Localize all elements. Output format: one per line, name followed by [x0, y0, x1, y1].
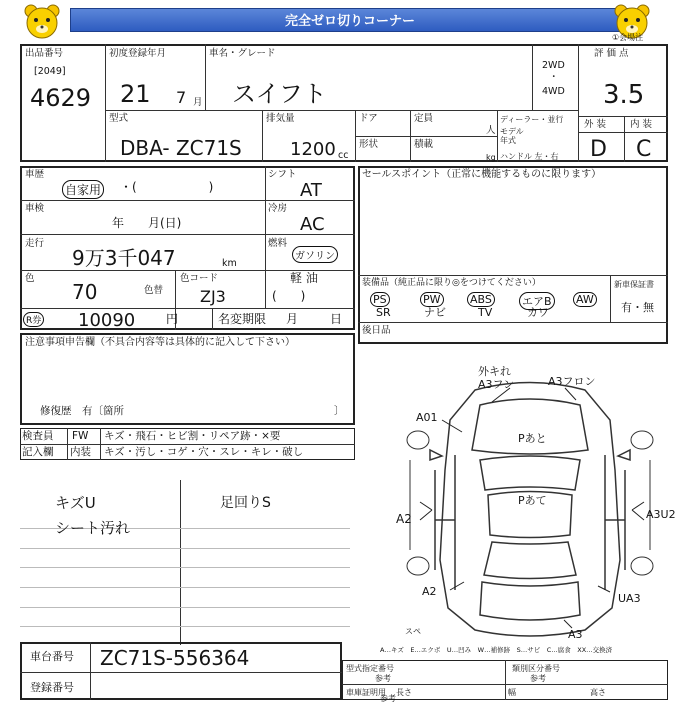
width-label: 幅: [508, 688, 516, 697]
chassis-label: 車台番号: [30, 650, 74, 663]
name-change-label: 名変期限: [218, 312, 267, 326]
grade-exterior-value: D: [590, 137, 607, 162]
interior-items: キズ・汚し・コゲ・穴・スレ・キレ・破し: [104, 446, 304, 458]
recycle-value: 10090: [78, 310, 136, 331]
capacity-unit: 人: [486, 125, 496, 136]
history-value: 自家用: [62, 180, 104, 199]
equipment-airbag: エアB: [519, 292, 555, 310]
venue-note: ①会場注: [612, 33, 644, 42]
shift-value: AT: [300, 180, 322, 201]
history-other: ・( ): [120, 180, 214, 194]
inspection-date: 年 月(日): [112, 216, 182, 230]
selling-points-block: [358, 166, 668, 344]
height-label: 高さ: [590, 688, 606, 697]
diagram-label-spare: スペ: [405, 627, 421, 636]
color-code-value: ZJ3: [200, 287, 226, 306]
color-value: 70: [72, 280, 98, 304]
entry-number-label: 出品番号: [25, 48, 64, 59]
equipment-tv: TV: [478, 306, 493, 319]
capacity-label: 定員: [414, 113, 434, 124]
history-label: 車歴: [25, 169, 45, 180]
entry-number-value: 4629: [30, 84, 92, 112]
equipment-sr: SR: [376, 306, 391, 319]
load-unit: kg: [486, 153, 496, 162]
length-label: 長さ: [396, 688, 412, 697]
repair-history-end: 〕: [334, 405, 345, 417]
model-label: 型式: [109, 113, 129, 124]
car-damage-diagram: [380, 360, 680, 660]
car-name-value: スイフト: [232, 80, 327, 108]
equipment-label: 装備品（純正品に限り◎をつけてください）: [362, 278, 541, 288]
note-scratch: キズU: [55, 494, 96, 512]
warranty-value: 有・無: [621, 301, 654, 314]
color-code-label: 色コード: [180, 273, 219, 284]
inspector-label: 検査員: [22, 430, 54, 442]
equipment-pw: PW: [420, 292, 444, 307]
diagram-label-a01: A01: [416, 411, 438, 424]
inspection-label: 車検: [25, 203, 45, 214]
color-change-label: 色替: [144, 285, 164, 296]
grade-interior-label: 内 装: [630, 119, 653, 130]
fuel-alt: 軽 油: [290, 271, 318, 285]
diagram-label-rear: A3: [568, 628, 583, 641]
diagram-legend: A…キズ E…エクボ U…凹み W…補修跡 S…サビ C…腐食 XX…交換済: [380, 646, 613, 654]
fuel-value: ガソリン: [292, 246, 338, 263]
diagram-label-left-side: A2: [396, 512, 412, 526]
grade-label: 評 価 点: [594, 48, 629, 59]
diagram-label-a3-front-right: A3フロン: [548, 375, 596, 388]
recycle-unit: 円: [166, 312, 179, 326]
equipment-abs: ABS: [467, 292, 495, 307]
car-name-label: 車名・グレード: [209, 48, 276, 59]
mileage-value: 9万3千047: [72, 246, 176, 270]
first-registration-month-unit: 月: [193, 97, 203, 108]
door-label: ドア: [359, 113, 378, 124]
rear-seat-label: 後日品: [362, 325, 391, 336]
color-label: 色: [25, 273, 35, 284]
shape-label: 形状: [359, 139, 379, 150]
grade-interior-value: C: [636, 137, 652, 162]
entry-number-sub: [2049]: [34, 66, 66, 77]
displacement-label: 排気量: [266, 113, 295, 124]
main-form-top: [20, 44, 668, 162]
equipment-aw: AW: [573, 292, 597, 307]
equipment-ps: PS: [370, 292, 390, 307]
selling-points-label: セールスポイント（正常に機能するものに限ります）: [362, 169, 602, 180]
displacement-value: 1200: [290, 139, 336, 160]
dealer-label: ディーラー・並行: [500, 115, 564, 124]
recycle-label: R券: [23, 312, 44, 327]
designated-ref: 参考: [375, 674, 391, 683]
diagram-label-rear-left: A2: [422, 585, 437, 598]
diagram-label-rear-right: UA3: [618, 592, 641, 605]
notes-label: 注意事項申告欄（不具合内容等は具体的に記入して下さい）: [25, 337, 295, 348]
shift-label: シフト: [268, 169, 297, 180]
note-suspension: 足回りS: [220, 495, 271, 511]
fuel-paren: ( ): [272, 289, 306, 303]
mileage-unit: km: [222, 258, 237, 269]
category-number-label: 類別区分番号: [512, 664, 560, 673]
inspector-label-2: 記入欄: [22, 446, 54, 458]
fuel-label: 燃料: [268, 238, 288, 249]
garage-cert-label: 車庫証明用: [346, 688, 386, 697]
garage-cert-ref: 参考: [380, 694, 396, 703]
warranty-label: 新車保証書: [614, 280, 654, 289]
drive-dot: ・: [549, 72, 559, 83]
mileage-label: 走行: [25, 238, 45, 249]
repair-history: 修復歴 有〔箇所: [40, 405, 124, 417]
displacement-unit: cc: [338, 150, 349, 161]
interior-label: 内装: [70, 446, 91, 458]
category-ref: 参考: [530, 674, 546, 683]
first-registration-year: 21: [120, 80, 151, 108]
note-seat-stain: シート汚れ: [55, 519, 131, 537]
handle-label: ハンドル 左・右: [500, 152, 559, 161]
chassis-value: ZC71S-556364: [100, 646, 250, 670]
model-year-label: モデル 年式: [500, 127, 524, 145]
bear-mascot-icon: [22, 2, 62, 42]
aircon-label: 冷房: [268, 203, 288, 214]
fw-label: FW: [72, 430, 89, 442]
diagram-label-right-side: A3U2: [646, 508, 676, 521]
fw-items: キズ・飛石・ヒビ割・リペア跡・×要: [104, 430, 281, 442]
equipment-navi: ナビ: [424, 306, 446, 319]
diagram-label-exterior: 外キれ: [478, 365, 511, 378]
aircon-value: AC: [300, 214, 325, 235]
load-label: 積載: [414, 139, 434, 150]
drive-2wd: 2WD: [542, 60, 565, 71]
model-value: DBA- ZC71S: [120, 136, 242, 160]
first-registration-label: 初度登録年月: [109, 48, 167, 59]
diagram-label-roof: Pあて: [518, 494, 547, 507]
registration-label: 登録番号: [30, 681, 74, 694]
header-title: 完全ゼロ切りコーナー: [284, 14, 415, 29]
equipment-leather: カワ: [527, 306, 549, 319]
drive-4wd: 4WD: [542, 86, 565, 97]
name-change-month: 月: [286, 312, 299, 326]
designated-number-label: 型式指定番号: [346, 664, 394, 673]
grade-value: 3.5: [603, 80, 645, 110]
grade-exterior-label: 外 装: [584, 119, 607, 130]
diagram-label-a3-front-left: A3フン: [478, 378, 515, 391]
first-registration-month: 7: [176, 88, 187, 107]
diagram-label-hood: Pあと: [518, 432, 547, 445]
name-change-day: 日: [330, 312, 343, 326]
